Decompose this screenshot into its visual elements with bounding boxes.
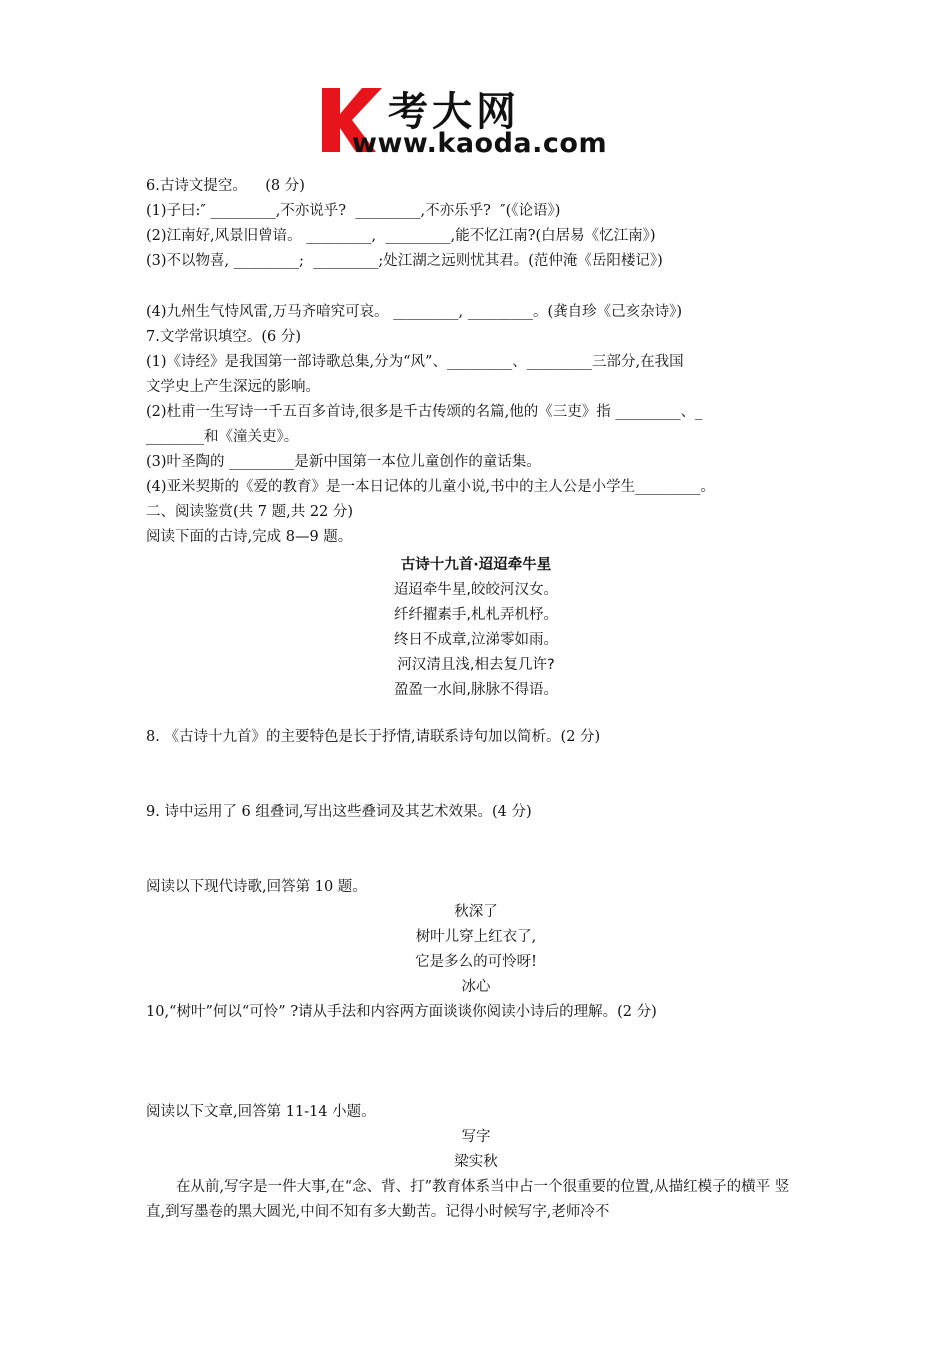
q7-item-1b: 文学史上产生深远的影响。 [146,379,320,395]
q7-item-2b: ________和《潼关吏》。 [146,429,299,445]
section2-heading: 二、阅读鉴赏(共 7 题,共 22 分) [146,504,354,520]
poem-line: 终日不成章,泣涕零如雨。 [393,632,559,648]
essay-intro: 阅读以下文章,回答第 11-14 小题。 [146,1104,376,1120]
essay-title: 写字 [461,1129,491,1145]
q7-item-2a: (2)杜甫一生写诗一千五百多首诗,很多是千古传颂的名篇,他的《三吏》指 _________、_ [146,404,703,420]
modern-poem-line: 秋深了 [454,904,498,920]
q6-item-1: (1)子曰:″ _________,不亦说乎? _________,不亦乐乎? ″(《论语》) [146,203,561,219]
site-logo [318,84,638,164]
modern-poem-line: 树叶儿穿上红衣了, [415,929,537,945]
q8-text: 8. 《古诗十九首》的主要特色是长于抒情,请联系诗句加以简析。(2 分) [146,729,601,745]
poem-line: 纤纤擢素手,札札弄机杼。 [393,607,559,623]
q10-text: 10,“树叶”何以“可怜” ?请从手法和内容两方面谈谈你阅读小诗后的理解。(2 分) [146,1004,657,1020]
poem-line: 迢迢牵牛星,皎皎河汉女。 [393,582,559,598]
section2-intro: 阅读下面的古诗,完成 8—9 题。 [146,529,353,545]
q7-item-1a: (1)《诗经》是我国第一部诗歌总集,分为“风”、_________、_________三部分,在我国 [146,354,684,370]
poem-line: 河汉清且浅,相去复几许? [397,657,555,673]
q9-text: 9. 诗中运用了 6 组叠词,写出这些叠词及其艺术效果。(4 分) [146,804,532,820]
modern-poem-intro: 阅读以下现代诗歌,回答第 10 题。 [146,879,367,895]
q7-item-4: (4)亚米契斯的《爱的教育》是一本日记体的儿童小说,书中的主人公是小学生_________。 [146,479,715,495]
q7-item-3: (3)叶圣陶的 _________是新中国第一本位儿童创作的童话集。 [146,454,541,470]
poem-line: 盈盈一水间,脉脉不得语。 [393,682,559,698]
essay-author: 梁实秋 [454,1154,498,1170]
modern-poem-line: 它是多么的可怜呀! [415,954,537,970]
logo-brand-text: 考大网 [388,89,520,135]
essay-paragraph: 在从前,写字是一件大事,在“念、背、打”教育体系当中占一个很重要的位置,从描红模子的横平 竖直,到写墨卷的黑大圆光,中间不知有多大勤苦。记得小时候写字,老师冷不 [146,1179,790,1220]
modern-poem-author: 冰心 [461,979,491,995]
q6-title: 6.古诗文提空。 (8 分) [146,178,305,194]
q6-item-4: (4)九州生气恃风雷,万马齐喑究可哀。 _________, _________。(龚自珍《己亥杂诗》) [146,304,683,320]
q6-item-2: (2)江南好,风景旧曾谙。 _________, _________,能不忆江南?(白居易《忆江南》) [146,228,656,244]
logo-url-text: www.kaoda.com [352,128,608,159]
q6-item-3: (3)不以物喜, _________; _________;处江湖之远则忧其君。(范仲淹《岳阳楼记》) [146,253,663,269]
q7-title: 7.文学常识填空。(6 分) [146,329,301,345]
poem-title: 古诗十九首·迢迢牵牛星 [400,557,552,573]
